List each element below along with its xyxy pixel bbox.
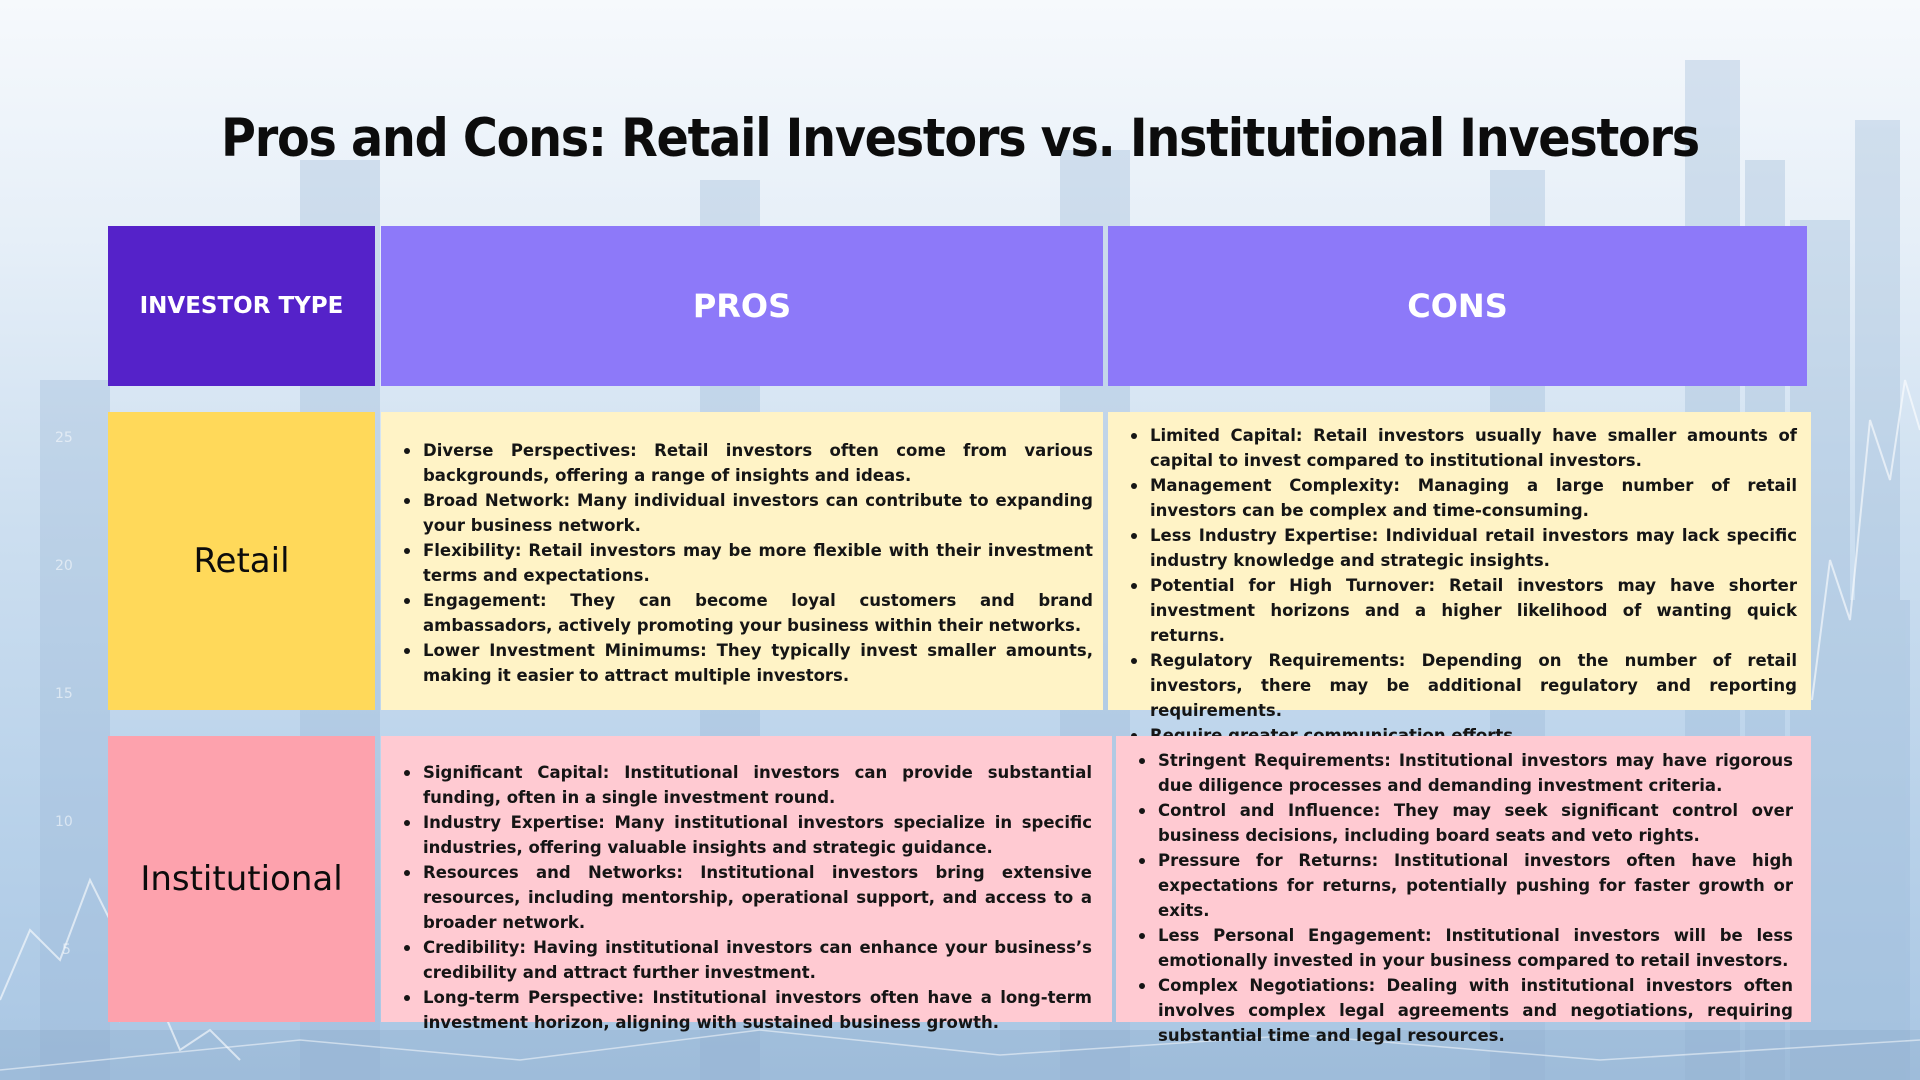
list-item: Flexibility: Retail investors may be more flexible with their investment terms and expectations. (423, 538, 1093, 588)
page-title: Pros and Cons: Retail Investors vs. Institutional Investors (221, 108, 1699, 169)
list-item: Potential for High Turnover: Retail investors may have shorter investment horizons and a higher likelihood of wanting quick returns. (1150, 573, 1797, 648)
bg-tick-15: 15 (55, 686, 73, 702)
list-item: Pressure for Returns: Institutional investors often have high expectations for returns, potentially pushing for faster growth or exits. (1158, 848, 1793, 923)
bg-tick-20: 20 (55, 558, 73, 574)
institutional-type-label: Institutional (108, 736, 375, 1022)
list-item: Less Industry Expertise: Individual retail investors may lack specific industry knowledge and strategic insights. (1150, 523, 1797, 573)
bg-tick-10: 10 (55, 814, 73, 830)
institutional-pros-cell (381, 736, 1112, 1032)
institutional-cons-list (1116, 748, 1793, 1048)
retail-type-label: Retail (108, 412, 375, 710)
list-item: Management Complexity: Managing a large number of retail investors can be complex and time-consuming. (1150, 473, 1797, 523)
list-item: Less Personal Engagement: Institutional investors will be less emotionally invested in your business compared to retail investors. (1158, 923, 1793, 973)
list-item: Lower Investment Minimums: They typically invest smaller amounts, making it easier to attract multiple investors. (423, 638, 1093, 688)
list-item: Diverse Perspectives: Retail investors often come from various backgrounds, offering a range of insights and ideas. (423, 438, 1093, 488)
header-cons: CONS (1108, 226, 1807, 386)
bg-tick-25: 25 (55, 430, 73, 446)
header-pros: PROS (381, 226, 1103, 386)
bg-tick-5: 5 (62, 942, 71, 958)
retail-pros-list (381, 438, 1093, 688)
list-item: Industry Expertise: Many institutional investors specialize in specific industries, offering valuable insights and strategic guidance. (423, 810, 1092, 860)
institutional-pros-list (381, 760, 1092, 1035)
list-item: Stringent Requirements: Institutional investors may have rigorous due diligence processes and demanding investment criteria. (1158, 748, 1793, 798)
list-item: Complex Negotiations: Dealing with institutional investors often involves complex legal agreements and negotiations, requiring substantial time and legal resources. (1158, 973, 1793, 1048)
list-item: Significant Capital: Institutional investors can provide substantial funding, often in a single investment round. (423, 760, 1092, 810)
list-item: Broad Network: Many individual investors can contribute to expanding your business network. (423, 488, 1093, 538)
header-investor-type: INVESTOR TYPE (108, 226, 375, 386)
retail-pros-cell (381, 412, 1103, 710)
list-item: Limited Capital: Retail investors usually have smaller amounts of capital to invest compared to institutional investors. (1150, 423, 1797, 473)
institutional-cons-cell (1116, 736, 1811, 1045)
list-item: Regulatory Requirements: Depending on the number of retail investors, there may be additional regulatory and reporting requirements. (1150, 648, 1797, 723)
retail-cons-cell (1108, 412, 1811, 720)
list-item: Control and Influence: They may seek significant control over business decisions, including board seats and veto rights. (1158, 798, 1793, 848)
list-item: Long-term Perspective: Institutional investors often have a long-term investment horizon, aligning with sustained business growth. (423, 985, 1092, 1035)
list-item: Resources and Networks: Institutional investors bring extensive resources, including mentorship, operational support, and access to a broader network. (423, 860, 1092, 935)
list-item: Credibility: Having institutional investors can enhance your business’s credibility and attract further investment. (423, 935, 1092, 985)
list-item: Engagement: They can become loyal customers and brand ambassadors, actively promoting your business within their networks. (423, 588, 1093, 638)
retail-cons-list (1108, 423, 1797, 748)
